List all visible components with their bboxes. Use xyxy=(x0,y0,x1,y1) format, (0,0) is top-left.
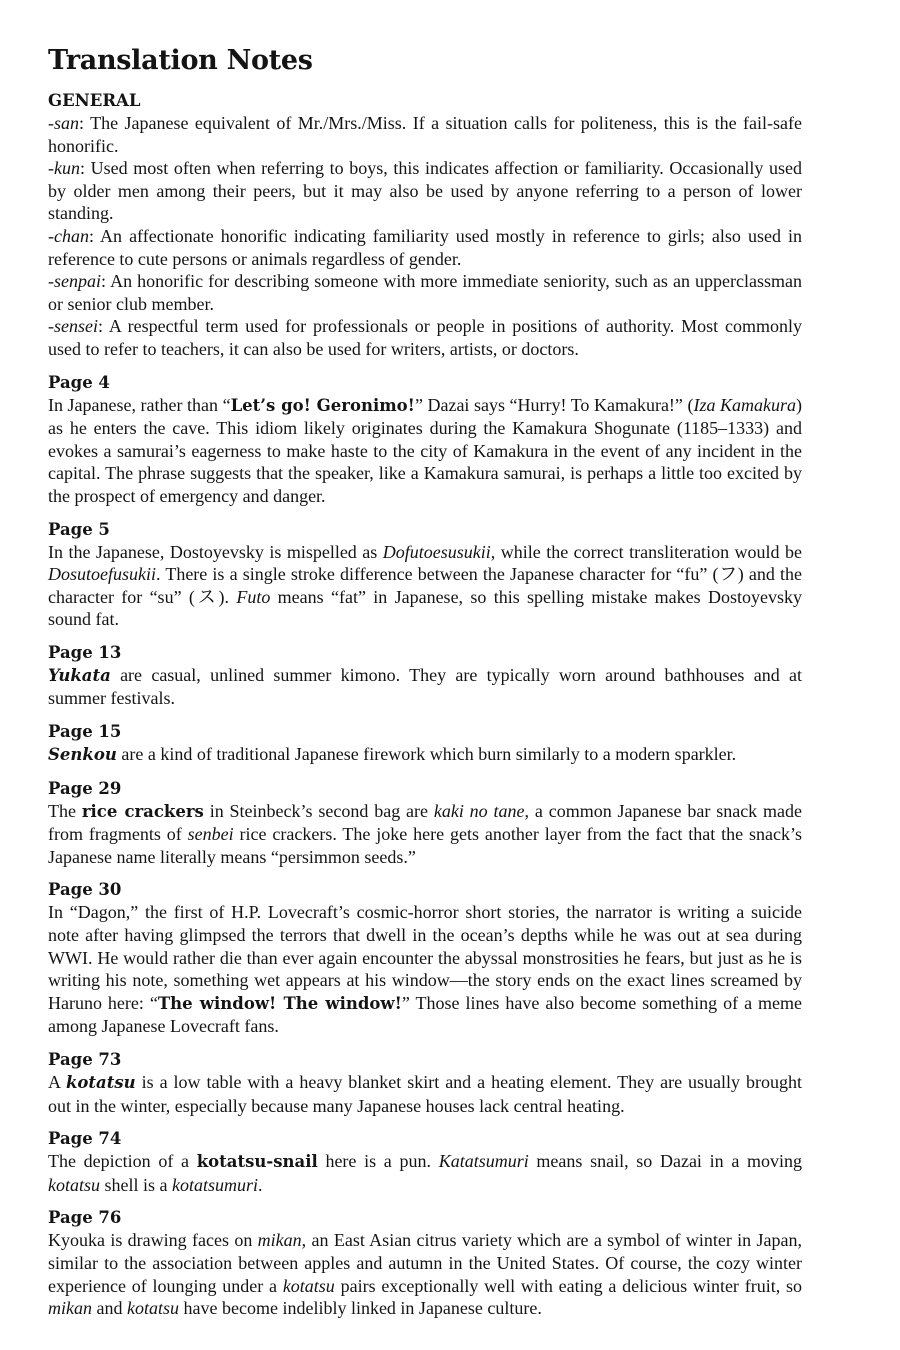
note-text: have become indelibly linked in Japanese culture. xyxy=(179,1298,542,1319)
note-text: In Japanese, rather than “ xyxy=(48,394,231,415)
section-heading-page-30: Page 30 xyxy=(48,880,122,900)
section-page-76 xyxy=(48,1207,802,1319)
section-page-29 xyxy=(48,778,802,869)
section-heading-page-73: Page 73 xyxy=(48,1050,122,1069)
section-page-4 xyxy=(48,372,802,508)
note-text: , a common Japanese bar snack made from fragments of xyxy=(48,800,803,845)
term-sensei: -sensei xyxy=(48,316,98,337)
note-page-29 xyxy=(48,800,802,869)
note-text: in Steinbeck’s second bag are xyxy=(203,800,434,821)
note-page-74 xyxy=(48,1150,802,1196)
italic-term: kotatsumuri xyxy=(172,1174,259,1195)
term-chan: -chan xyxy=(48,225,89,246)
general-entry-senpai xyxy=(48,270,802,315)
note-text: The depiction of a xyxy=(48,1151,197,1172)
def-san: : The Japanese equivalent of Mr./Mrs./Miss. If a situation calls for politeness, this is the fail-safe honorific. xyxy=(48,113,802,156)
bold-phrase: The window! The window! xyxy=(157,993,402,1013)
section-page-74 xyxy=(48,1128,802,1196)
general-entry-chan xyxy=(48,225,802,270)
note-page-15 xyxy=(48,743,802,767)
note-text: . There is a single stroke difference between the Japanese character for “fu” (フ) and the character for “su” (ス). xyxy=(48,564,802,607)
term-kun: -kun xyxy=(48,158,80,179)
section-heading-page-29: Page 29 xyxy=(48,778,122,798)
section-heading-page-15: Page 15 xyxy=(48,722,122,742)
italic-term: Katatsumuri xyxy=(438,1151,529,1172)
general-entry-san xyxy=(48,112,802,157)
note-text: . xyxy=(258,1174,263,1195)
section-page-30 xyxy=(48,879,802,1038)
section-page-73 xyxy=(48,1049,802,1117)
italic-term: kotatsu xyxy=(127,1298,179,1319)
bold-italic-term: kotatsu xyxy=(65,1073,136,1092)
section-page-15 xyxy=(48,721,802,767)
section-heading-page-76: Page 76 xyxy=(48,1208,122,1228)
def-kun: : Used most often when referring to boys, this indicates affection or familiarity. Occasionally used by older men among their peers, but it may also be used by anyone referring to a person of lower standing. xyxy=(48,158,802,224)
italic-term: kotatsu xyxy=(48,1174,100,1195)
note-text: , while the correct transliteration would be xyxy=(490,541,803,562)
note-text: are casual, unlined summer kimono. They are typically worn around bathhouses and at summer festivals. xyxy=(48,664,802,709)
note-text: , an East Asian citrus variety which are a symbol of winter in Japan, similar to the association between apples and autumn in the United States. Of course, the cozy winter experience of lounging under a xyxy=(48,1230,802,1296)
note-text: is a low table with a heavy blanket skirt and a heating element. They are usually brought out in the winter, especially because many Japanese houses lack central heating. xyxy=(48,1072,802,1116)
note-text: shell is a xyxy=(100,1174,172,1195)
section-heading-page-74: Page 74 xyxy=(48,1129,122,1149)
note-page-5 xyxy=(48,541,802,631)
italic-term: senbei xyxy=(187,824,234,845)
term-senpai: -senpai xyxy=(48,271,101,292)
note-text: In “Dagon,” the first of H.P. Lovecraft’s cosmic-horror short stories, the narrator is writing a suicide note after having glimpsed the terrors that dwell in the ocean’s depths while he was out at sea during WWI. He would rather die than ever again encounter the abyssal monstrosities he fears, but just as he is writing his note, something wet appears at his window—the story ends on the exact lines screamed by Haruno here: “ xyxy=(48,902,802,1013)
note-page-30 xyxy=(48,901,802,1038)
note-text: are a kind of traditional Japanese firework which burn similarly to a modern sparkler. xyxy=(116,744,737,765)
italic-term: Dofutoesusukii xyxy=(382,541,491,562)
note-text: A xyxy=(48,1072,66,1092)
italic-term: Iza Kamakura xyxy=(693,394,796,415)
general-entry-kun xyxy=(48,157,802,225)
bold-italic-term: Yukata xyxy=(48,665,111,685)
note-text: here is a pun. xyxy=(317,1151,439,1172)
italic-term: mikan xyxy=(48,1298,92,1319)
italic-term: kaki no tane xyxy=(433,800,525,821)
note-text: Kyouka is drawing faces on xyxy=(48,1230,258,1251)
bold-phrase: kotatsu-snail xyxy=(196,1152,318,1172)
note-page-13 xyxy=(48,664,802,710)
note-page-73 xyxy=(48,1071,802,1117)
note-text: ” Dazai says “Hurry! To Kamakura!” ( xyxy=(414,394,694,415)
term-san: -san xyxy=(48,113,79,133)
note-text: and xyxy=(92,1298,127,1319)
general-entry-sensei xyxy=(48,315,802,360)
section-heading-general: GENERAL xyxy=(48,91,141,110)
section-general xyxy=(48,90,802,361)
bold-phrase: Let’s go! Geronimo! xyxy=(230,395,415,415)
def-senpai: : An honorific for describing someone with more immediate seniority, such as an upperclassman or senior club member. xyxy=(48,271,802,314)
italic-term: mikan xyxy=(257,1230,302,1251)
bold-italic-term: Senkou xyxy=(48,745,117,765)
note-text: ” Those lines have also become something of a meme among Japanese Lovecraft fans. xyxy=(48,992,802,1037)
note-text: In the Japanese, Dostoyevsky is mispelled as xyxy=(48,541,383,562)
note-page-4 xyxy=(48,394,802,508)
note-page-76 xyxy=(48,1229,802,1319)
note-text: rice crackers. The joke here gets another layer from the fact that the snack’s Japanese name literally means “persimmon seeds.” xyxy=(48,824,802,867)
bold-phrase: rice crackers xyxy=(81,801,204,821)
page-title: Translation Notes xyxy=(48,45,313,76)
italic-term: Dosutoefusukii xyxy=(48,564,156,585)
note-text: means snail, so Dazai in a moving xyxy=(528,1151,803,1172)
section-heading-page-4: Page 4 xyxy=(48,372,110,392)
section-heading-page-13: Page 13 xyxy=(48,642,122,662)
italic-term: kotatsu xyxy=(282,1275,335,1296)
section-page-13 xyxy=(48,642,802,710)
def-sensei: : A respectful term used for professionals or people in positions of authority. Most commonly used to refer to teachers, it can also be used for writers, artists, or doctors. xyxy=(48,316,802,359)
italic-term: Futo xyxy=(236,586,271,607)
section-heading-page-5: Page 5 xyxy=(48,519,110,539)
note-text: pairs exceptionally well with eating a delicious winter fruit, so xyxy=(334,1275,802,1296)
def-chan: : An affectionate honorific indicating familiarity used mostly in reference to girls; also used in reference to cute persons or animals regardless of gender. xyxy=(48,225,802,269)
note-text: means “fat” in Japanese, so this spelling mistake makes Dostoyevsky sound fat. xyxy=(48,586,802,630)
note-text: ) as he enters the cave. This idiom likely originates during the Kamakura Shogunate (1185–1333) and evokes a samurai’s eagerness to make haste to the city of Kamakura in the event of any incident in the capital. The phrase suggests that the speaker, like a Kamakura samurai, is perhaps a little too excited by the prospect of emergency and danger. xyxy=(48,394,802,506)
note-text: The xyxy=(48,800,82,821)
section-page-5 xyxy=(48,519,802,631)
